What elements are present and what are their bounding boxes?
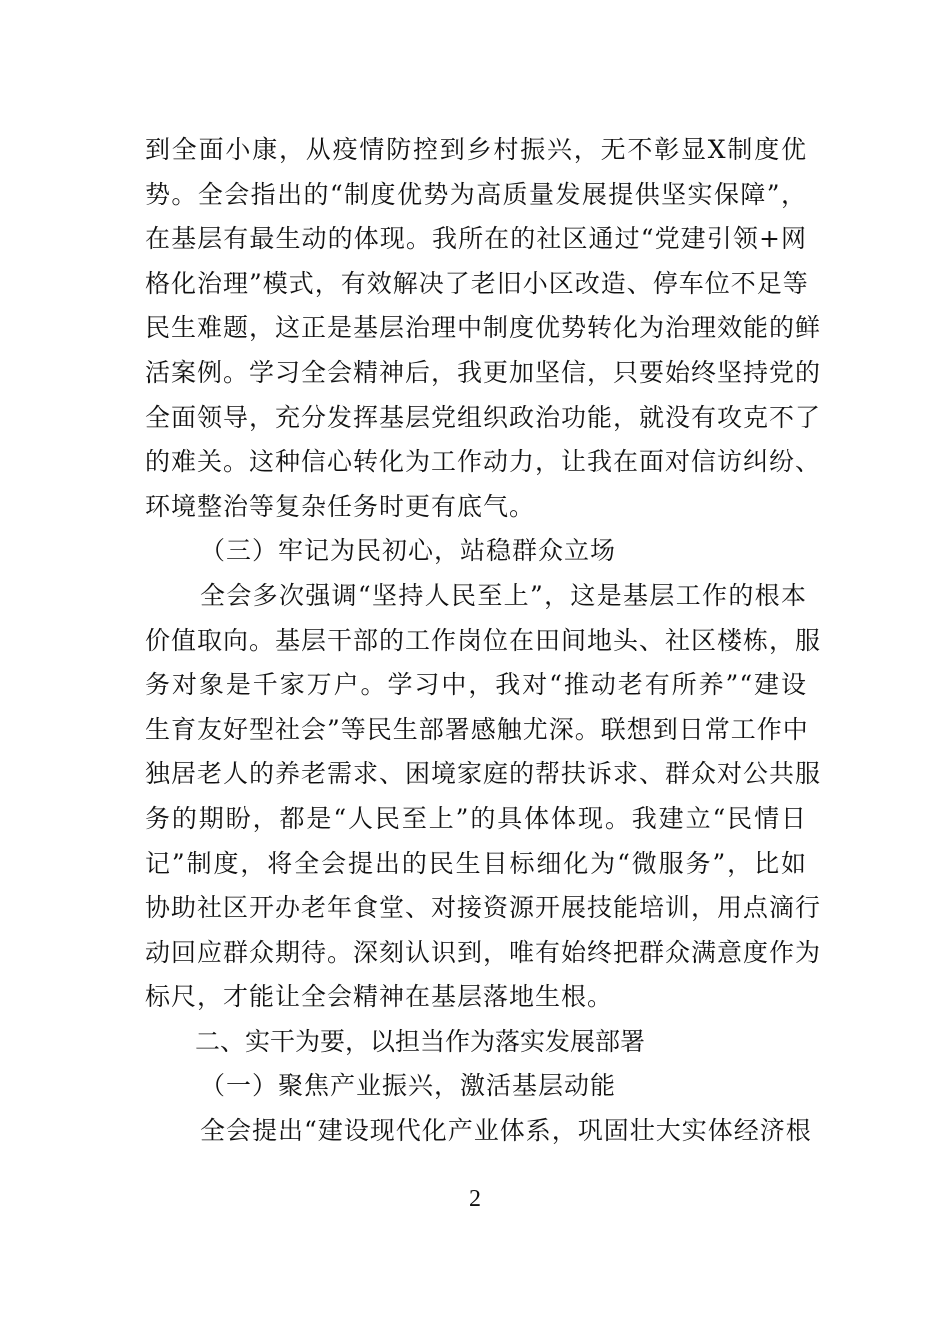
text-line: 格化治理”模式，有效解决了老旧小区改造、停车位不足等 [145, 268, 809, 298]
text-line: 务的期盼，都是“人民至上”的具体体现。我建立“民情日 [145, 803, 807, 833]
text-line: 务对象是千家万户。学习中，我对“推动老有所养”“建设 [145, 670, 807, 700]
text-line: 记”制度，将全会提出的民生目标细化为“微服务”，比如 [145, 848, 807, 878]
subsection-heading [145, 529, 807, 574]
text-line: 价值取向。基层干部的工作岗位在田间地头、社区楼栋，服 [145, 625, 822, 655]
text-line: 势。全会指出的“制度优势为高质量发展提供坚实保障”， [145, 179, 807, 209]
document-body [145, 128, 822, 1154]
text-line: 环境整治等复杂任务时更有底气。 [145, 491, 536, 521]
section-heading [145, 1020, 807, 1065]
text-line: 全会提出“建设现代化产业体系，巩固壮大实体经济根 [200, 1116, 812, 1146]
text-line: 在基层有最生动的体现。我所在的社区通过“党建引领+网 [145, 224, 807, 254]
text-line: 协助社区开办老年食堂、对接资源开展技能培训，用点滴行 [145, 893, 822, 923]
text-line: 动回应群众期待。深刻认识到，唯有始终把群众满意度作为 [145, 937, 822, 967]
text-line: 二、实干为要，以担当作为落实发展部署 [195, 1026, 646, 1056]
text-line: 全面领导，充分发挥基层党组织政治功能，就没有攻克不了 [145, 402, 822, 432]
page-number: 2 [469, 1186, 481, 1212]
text-line: （三）牢记为民初心，站稳群众立场 [200, 536, 617, 566]
subsection-heading [145, 1064, 807, 1109]
text-line: 民生难题，这正是基层治理中制度优势转化为治理效能的鲜 [145, 313, 822, 343]
text-line: 到全面小康，从疫情防控到乡村振兴，无不彰显X制度优 [145, 135, 807, 164]
text-line: 活案例。学习全会精神后，我更加坚信，只要始终坚持党的 [145, 357, 822, 387]
text-line: 全会多次强调“坚持人民至上”，这是基层工作的根本 [200, 580, 807, 610]
paragraph [145, 574, 822, 1020]
text-line: 生育友好型社会”等民生部署感触尤深。联想到日常工作中 [145, 714, 809, 744]
paragraph [145, 128, 822, 529]
text-line: 的难关。这种信心转化为工作动力，让我在面对信访纠纷、 [145, 447, 822, 477]
text-line: 标尺，才能让全会精神在基层落地生根。 [145, 982, 614, 1012]
paragraph [145, 1109, 812, 1154]
text-line: 独居老人的养老需求、困境家庭的帮扶诉求、群众对公共服 [145, 759, 822, 789]
text-line: （一）聚焦产业振兴，激活基层动能 [200, 1071, 617, 1101]
